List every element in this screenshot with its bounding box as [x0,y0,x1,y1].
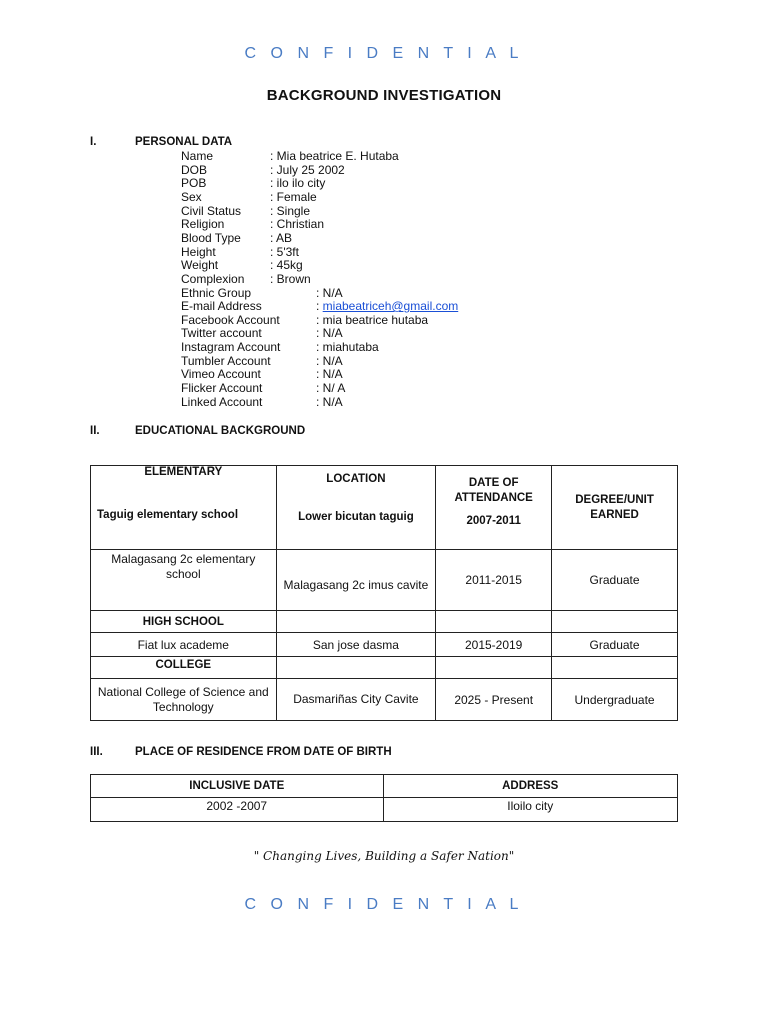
field-value [270,218,324,232]
field-label: Facebook Account [181,312,280,327]
high-school-heading: HIGH SCHOOL [91,611,277,633]
residence-table [90,774,678,822]
field-value [270,259,303,273]
section-label: EDUCATIONAL BACKGROUND [135,425,306,437]
field-label: DOB [181,162,208,177]
field-value-text: : N/A [316,394,343,409]
field-value-text: : Mia beatrice E. Hutaba [270,149,399,163]
motto: " Changing Lives, Building a Safer Nation" [253,849,515,863]
field-label: Tumbler Account [181,353,271,368]
field-value-text: : 45kg [270,258,303,273]
degree-cell: Graduate [552,550,678,611]
elementary-heading: ELEMENTARY [144,466,223,478]
date-cell: 2011-2015 [436,550,552,611]
college-heading: COLLEGE [91,657,277,679]
field-label: Complexion [181,271,245,286]
empty-cell [436,657,552,679]
field-label: Instagram Account [181,340,281,355]
field-label: POB [181,176,207,191]
education-table [90,465,678,721]
date-cell: 2015-2019 [436,633,552,657]
elementary-header-cell [91,466,277,550]
inclusive-date-cell: 2002 -2007 [91,798,384,822]
location-cell: Malagasang 2c imus cavite [276,550,436,611]
field-label: Sex [181,189,202,204]
field-value [270,150,399,164]
field-value [316,300,458,314]
degree-header-cell: DEGREE/UNIT EARNED [552,466,678,550]
degree-cell: Graduate [552,633,678,657]
field-value [316,355,343,369]
location-header-cell [276,466,436,550]
address-cell: Iloilo city [383,798,678,822]
field-value [316,314,428,328]
field-label: Weight [181,258,219,273]
degree-cell: Undergraduate [552,679,678,721]
section-number: II. [90,425,100,437]
email-link[interactable]: miabeatriceh@gmail.com [322,299,459,314]
field-value [270,246,299,260]
date-header-cell [436,466,552,550]
field-value-text: : [316,299,323,314]
field-value-text: : N/A [316,285,343,300]
section-number: I. [90,136,97,148]
empty-cell [552,657,678,679]
empty-cell [276,657,436,679]
empty-cell [276,611,436,633]
field-value [316,396,343,410]
location-heading: LOCATION [326,473,386,485]
field-value [270,191,317,205]
field-value [270,177,325,191]
field-value-text: : Single [270,203,311,218]
elementary-location: Lower bicutan taguig [298,511,414,523]
empty-cell [436,611,552,633]
page-title: BACKGROUND INVESTIGATION [266,87,502,104]
field-value [316,287,343,301]
section-number: III. [90,746,103,758]
field-label: E-mail Address [181,299,262,314]
location-cell: San jose dasma [276,633,436,657]
field-value [270,205,310,219]
field-label: Blood Type [181,230,241,245]
field-value-text: : Brown [270,271,311,286]
school-cell: Fiat lux academe [91,633,277,657]
inclusive-date-header: INCLUSIVE DATE [91,775,384,798]
confidential-footer: C O N F I D E N T I A L [244,896,524,913]
field-label: Twitter account [181,326,262,341]
field-value-text: : N/A [316,367,343,382]
field-value-text: : AB [270,230,293,245]
field-label: Vimeo Account [181,367,261,382]
date-heading: DATE OF ATTENDANCE [454,477,533,504]
location-cell: Dasmariñas City Cavite [276,679,436,721]
field-label: Height [181,244,216,259]
field-label: Ethnic Group [181,285,252,300]
field-value-text: : mia beatrice hutaba [316,312,429,327]
field-label: Civil Status [181,203,242,218]
field-value [316,327,343,341]
field-value-text: : ilo ilo city [270,176,326,191]
field-value-text: : N/ A [316,381,346,396]
address-header: ADDRESS [383,775,678,798]
field-value-text: : July 25 2002 [270,162,345,177]
field-value-text: : N/A [316,326,343,341]
field-value [316,341,379,355]
field-value-text: : Christian [270,217,325,232]
field-label: Flicker Account [181,381,263,396]
field-value [270,232,292,246]
elementary-school-name: Taguig elementary school [97,509,239,521]
field-value [316,368,343,382]
school-cell: National College of Science and Technology [91,679,277,721]
section-label: PERSONAL DATA [135,136,233,148]
field-value [316,382,345,396]
field-value-text: : miahutaba [316,340,379,355]
field-label: Name [181,149,214,163]
date-cell: 2025 - Present [436,679,552,721]
field-value [270,164,345,178]
school-cell: Malagasang 2c elementary school [91,550,277,611]
elementary-date: 2007-2011 [466,515,521,527]
field-value [270,273,311,287]
field-label: Linked Account [181,394,263,409]
field-value-text: : 5'3ft [270,244,299,259]
field-value-text: : Female [270,189,317,204]
empty-cell [552,611,678,633]
confidential-header: C O N F I D E N T I A L [244,45,524,62]
field-label: Religion [181,217,225,232]
field-value-text: : N/A [316,353,343,368]
section-label: PLACE OF RESIDENCE FROM DATE OF BIRTH [135,746,392,758]
